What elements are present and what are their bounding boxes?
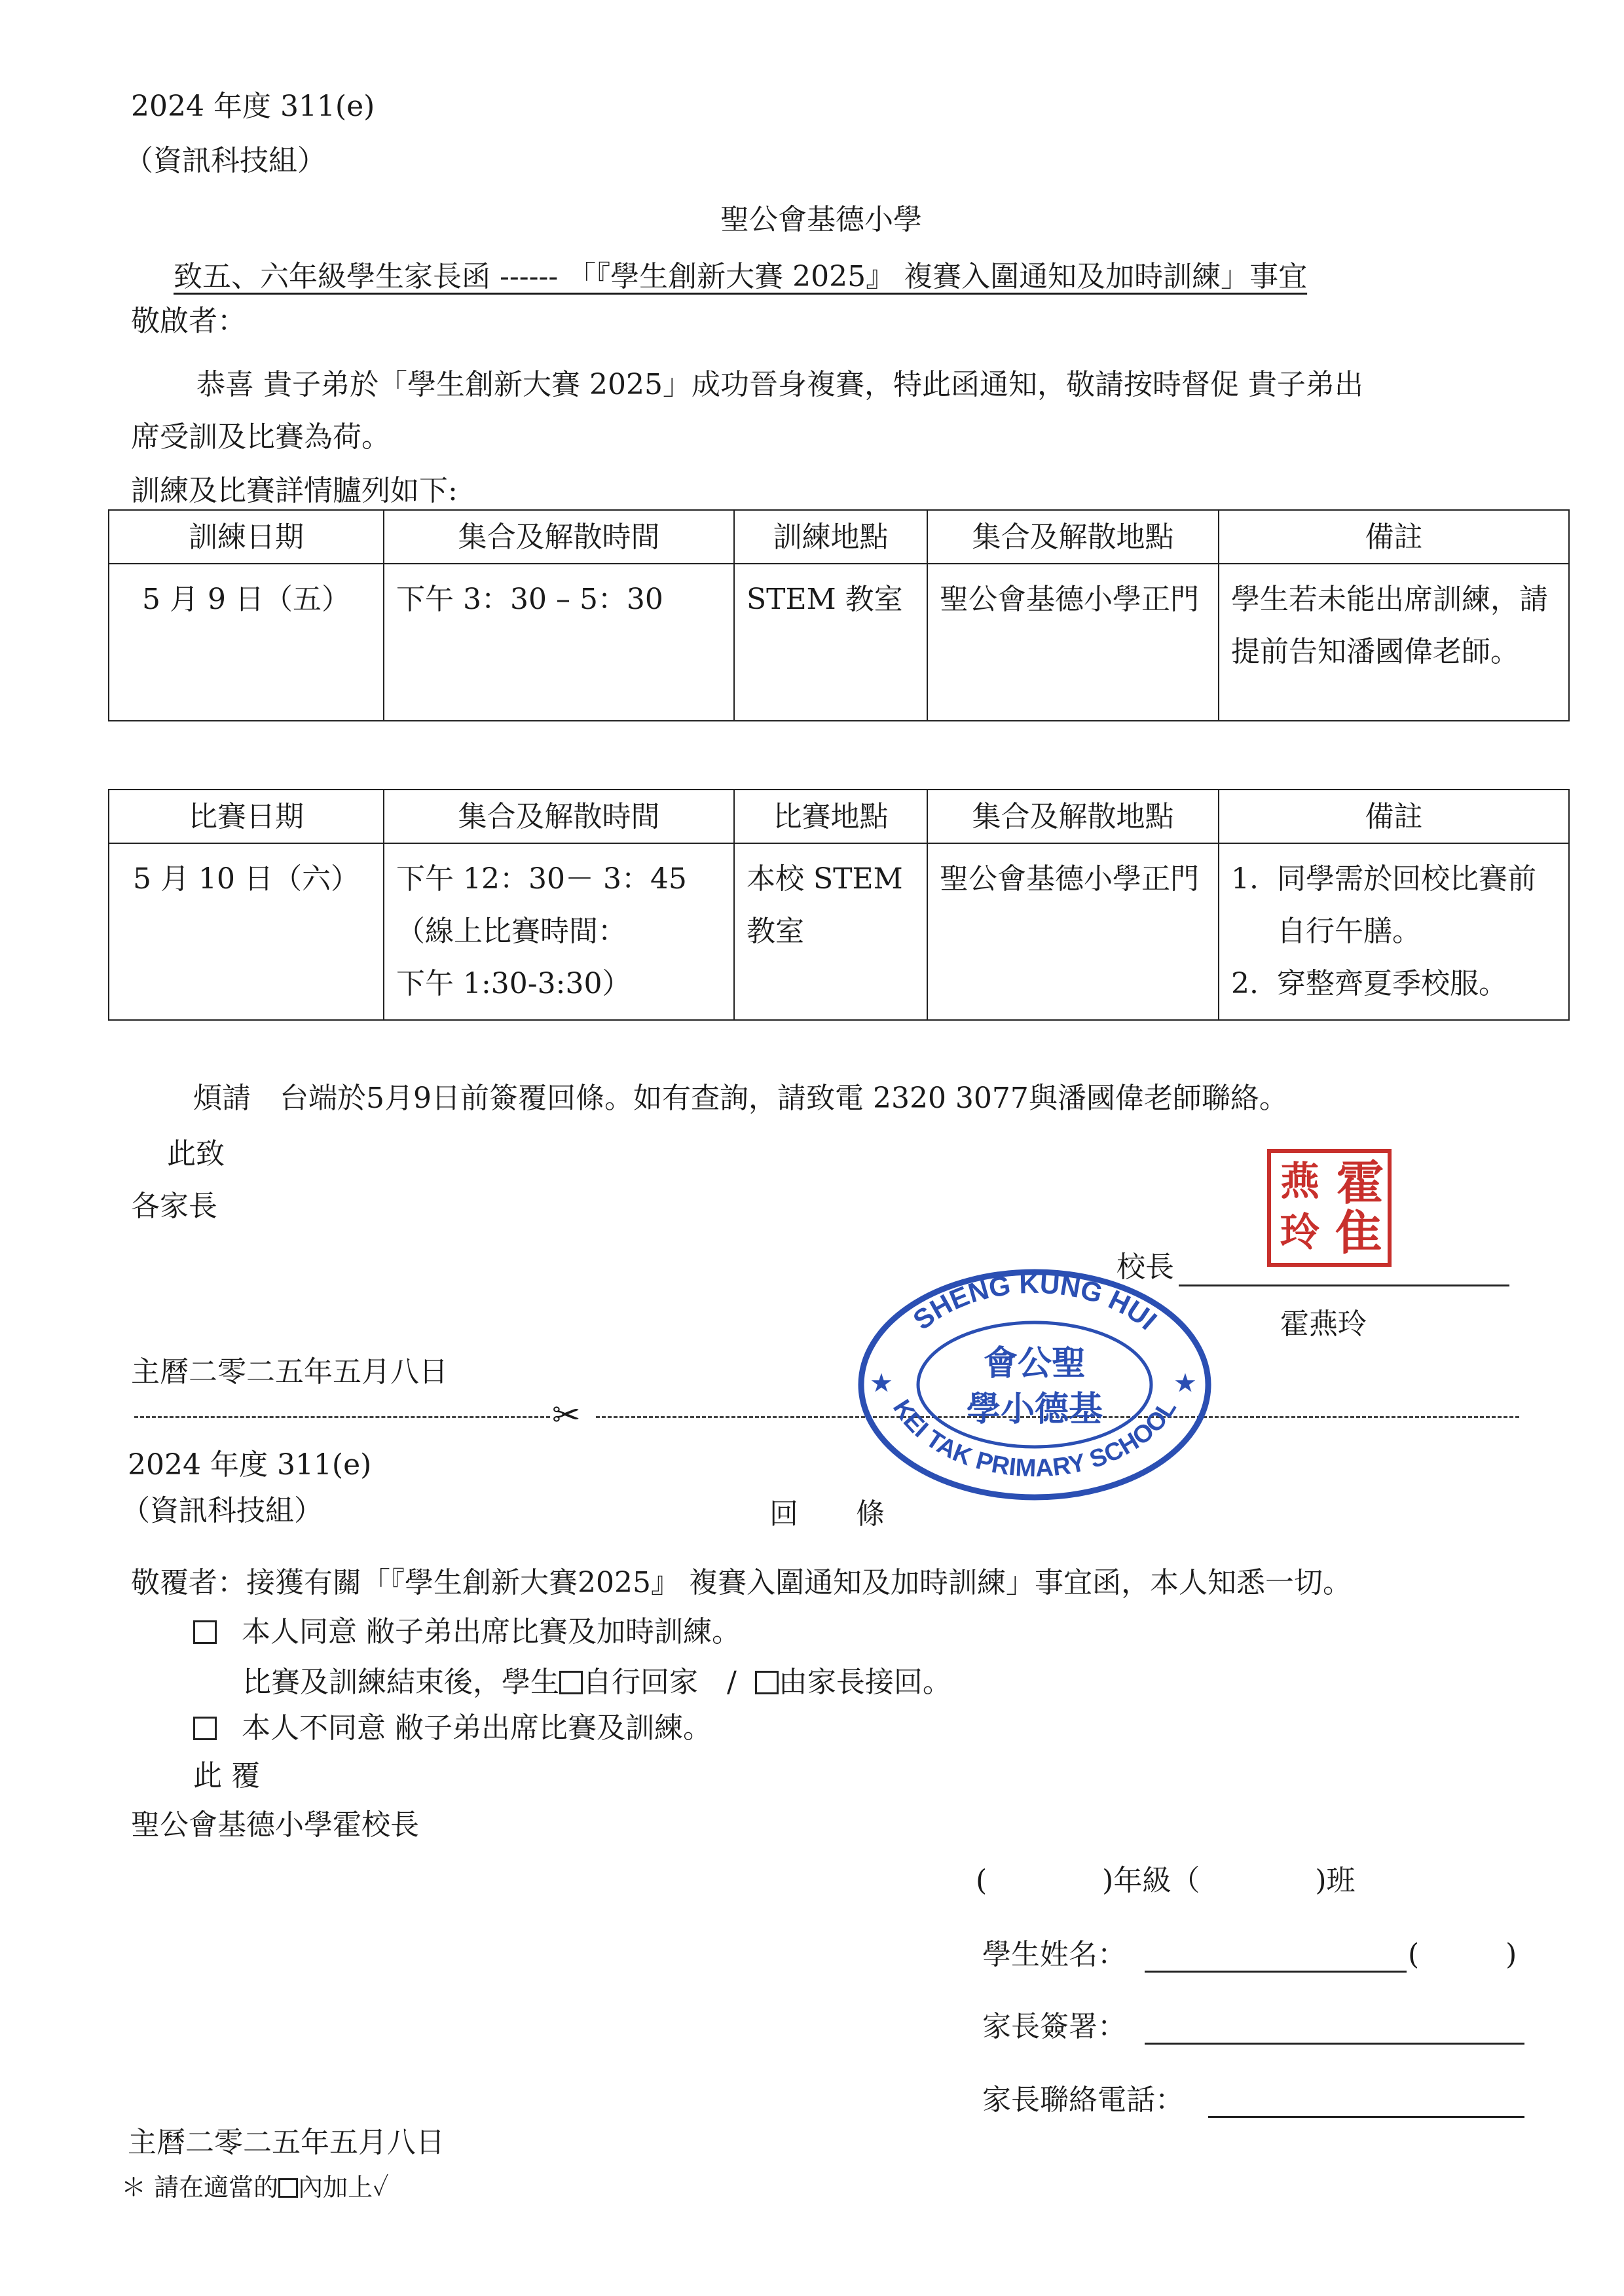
after-event-options bbox=[242, 1664, 951, 1700]
header-cell: 訓練地點 bbox=[734, 510, 927, 564]
principal-name: 霍燕玲 bbox=[1280, 1307, 1367, 1341]
table-header-row bbox=[109, 790, 1569, 843]
parent-signature-input[interactable] bbox=[1145, 2043, 1524, 2045]
footnote-text: ＊ 請在適當的 bbox=[121, 2173, 279, 2202]
grade-class-field[interactable]: ( )年級（ )班 bbox=[976, 1864, 1356, 1897]
principal-signature-line bbox=[1179, 1285, 1509, 1286]
reply-date: 主曆二零二五年五月八日 bbox=[128, 2126, 445, 2159]
principal-seal-icon bbox=[1267, 1149, 1392, 1267]
competition-time-line: 下午 12：30－ 3：45 bbox=[396, 862, 687, 896]
stamp-bottom-text: KEI TAK PRIMARY SCHOOL bbox=[887, 1394, 1182, 1483]
consent-option-disagree bbox=[193, 1710, 712, 1746]
details-intro: 訓練及比賽詳情臚列如下: bbox=[131, 474, 458, 507]
remark-text: 穿整齊夏季校服。 bbox=[1277, 967, 1507, 1000]
student-name-label: 學生姓名： bbox=[982, 1938, 1126, 1971]
letter-subject: 致五、六年級學生家長函 ------ 「『學生創新大賽 2025』 複賽入圍通知及加時訓練」事宜 bbox=[174, 260, 1308, 293]
seal-char: 霍 bbox=[1337, 1155, 1384, 1211]
reply-title: 回 條 bbox=[769, 1497, 885, 1531]
reply-department: （資訊科技組） bbox=[121, 1494, 323, 1527]
star-icon: ★ bbox=[870, 1368, 893, 1398]
parent-pickup-checkbox[interactable] bbox=[755, 1671, 779, 1694]
reply-acknowledgement: 敬覆者：接獲有關「『學生創新大賽2025』 複賽入圍通知及加時訓練」事宜函，本人知悉一切。 bbox=[131, 1566, 1352, 1599]
competition-time-line: （線上比賽時間： bbox=[396, 915, 627, 948]
header-cell: 集合及解散地點 bbox=[927, 790, 1219, 843]
school-name: 聖公會基德小學 bbox=[720, 203, 922, 236]
principal-label: 校長 bbox=[1116, 1250, 1174, 1284]
closing-cifu: 此 覆 bbox=[193, 1759, 260, 1793]
header-cell: 比賽日期 bbox=[109, 790, 384, 843]
training-date: 5 月 9 日（五） bbox=[142, 583, 350, 616]
header-cell: 備註 bbox=[1219, 510, 1569, 564]
training-table bbox=[108, 509, 1570, 721]
parent-pickup-label: 由家長接回。 bbox=[778, 1666, 951, 1699]
student-number-field[interactable]: ( ) bbox=[1408, 1938, 1517, 1971]
competition-date: 5 月 10 日（六） bbox=[133, 862, 360, 896]
header-cell: 集合及解散時間 bbox=[384, 790, 734, 843]
header-cell: 集合及解散時間 bbox=[384, 510, 734, 564]
competition-time-line: 下午 1:30-3:30） bbox=[396, 967, 631, 1000]
body-paragraph-line1: 恭喜 貴子弟於「學生創新大賽 2025」成功晉身複賽，特此函通知，敬請按時督促 貴子弟出 bbox=[196, 368, 1363, 401]
competition-remarks bbox=[1219, 844, 1568, 1019]
disagree-checkbox[interactable] bbox=[193, 1717, 217, 1740]
seal-char: 玲 bbox=[1280, 1210, 1320, 1256]
seal-char: 燕 bbox=[1280, 1159, 1320, 1205]
star-icon: ★ bbox=[1173, 1368, 1197, 1398]
header-cell: 備註 bbox=[1219, 790, 1569, 843]
letter-date: 主曆二零二五年五月八日 bbox=[131, 1355, 448, 1389]
competition-venue: 本校 STEM 教室 bbox=[747, 862, 903, 948]
remark-item bbox=[1231, 853, 1557, 958]
competition-assembly-point: 聖公會基德小學正門 bbox=[940, 862, 1199, 896]
training-assembly-point: 聖公會基德小學正門 bbox=[940, 583, 1199, 616]
stamp-chinese-line: 會公聖 bbox=[983, 1343, 1086, 1383]
reply-addressee: 聖公會基德小學霍校長 bbox=[131, 1808, 419, 1842]
closing-cizhi: 此致 bbox=[167, 1137, 225, 1171]
footnote-text-end: 內加上✓ bbox=[298, 2173, 389, 2202]
cut-line bbox=[134, 1416, 550, 1418]
student-name-input[interactable] bbox=[1145, 1971, 1407, 1973]
remark-number: 2. bbox=[1231, 967, 1259, 1000]
reference-number: 2024 年度 311(e) bbox=[131, 90, 375, 123]
after-event-prefix: 比賽及訓練結束後，學生 bbox=[242, 1666, 559, 1699]
remark-item bbox=[1231, 958, 1557, 1010]
consent-option-agree bbox=[193, 1614, 741, 1650]
competition-table bbox=[108, 789, 1570, 1021]
reply-reference-number: 2024 年度 311(e) bbox=[128, 1448, 372, 1482]
svg-text:SHENG KUNG HUI bbox=[907, 1268, 1162, 1336]
school-stamp-icon bbox=[851, 1264, 1218, 1506]
header-cell: 訓練日期 bbox=[109, 510, 384, 564]
parent-phone-input[interactable] bbox=[1208, 2116, 1524, 2118]
self-return-label: 自行回家 / bbox=[583, 1666, 737, 1699]
footnote bbox=[121, 2172, 389, 2204]
table-row bbox=[109, 564, 1569, 721]
department: （資訊科技組） bbox=[124, 144, 326, 177]
checkbox-sample-icon bbox=[278, 2178, 298, 2198]
competition-time bbox=[384, 844, 733, 1019]
scissors-icon: ✂ bbox=[552, 1396, 581, 1435]
training-remark: 學生若未能出席訓練，請提前告知潘國偉老師。 bbox=[1231, 583, 1548, 668]
remark-number: 1. bbox=[1231, 862, 1259, 896]
training-venue: STEM 教室 bbox=[747, 583, 903, 616]
body-paragraph-line2: 席受訓及比賽為荷。 bbox=[131, 420, 390, 454]
reply-request: 煩請 台端於5月9日前簽覆回條。如有查詢，請致電 2320 3077與潘國偉老師聯絡。 bbox=[193, 1082, 1288, 1115]
self-return-checkbox[interactable] bbox=[559, 1671, 583, 1694]
disagree-label: 本人不同意 敝子弟出席比賽及訓練。 bbox=[242, 1711, 712, 1745]
stamp-top-text: SHENG KUNG HUI bbox=[907, 1267, 1163, 1336]
agree-checkbox[interactable] bbox=[193, 1620, 217, 1644]
salutation: 敬啟者： bbox=[131, 304, 246, 338]
training-time: 下午 3：30 – 5：30 bbox=[396, 583, 663, 616]
header-cell: 集合及解散地點 bbox=[927, 510, 1219, 564]
addressee-parents: 各家長 bbox=[131, 1190, 217, 1223]
seal-char: 隹 bbox=[1335, 1205, 1383, 1260]
agree-label: 本人同意 敝子弟出席比賽及加時訓練。 bbox=[242, 1615, 741, 1649]
table-header-row bbox=[109, 510, 1569, 564]
remark-text: 同學需於回校比賽前自行午膳。 bbox=[1277, 862, 1536, 948]
parent-signature-label: 家長簽署： bbox=[982, 2010, 1126, 2043]
header-cell: 比賽地點 bbox=[734, 790, 927, 843]
parent-phone-label: 家長聯絡電話： bbox=[982, 2083, 1184, 2117]
stamp-chinese-line: 學小德基 bbox=[966, 1389, 1103, 1429]
table-row bbox=[109, 843, 1569, 1020]
